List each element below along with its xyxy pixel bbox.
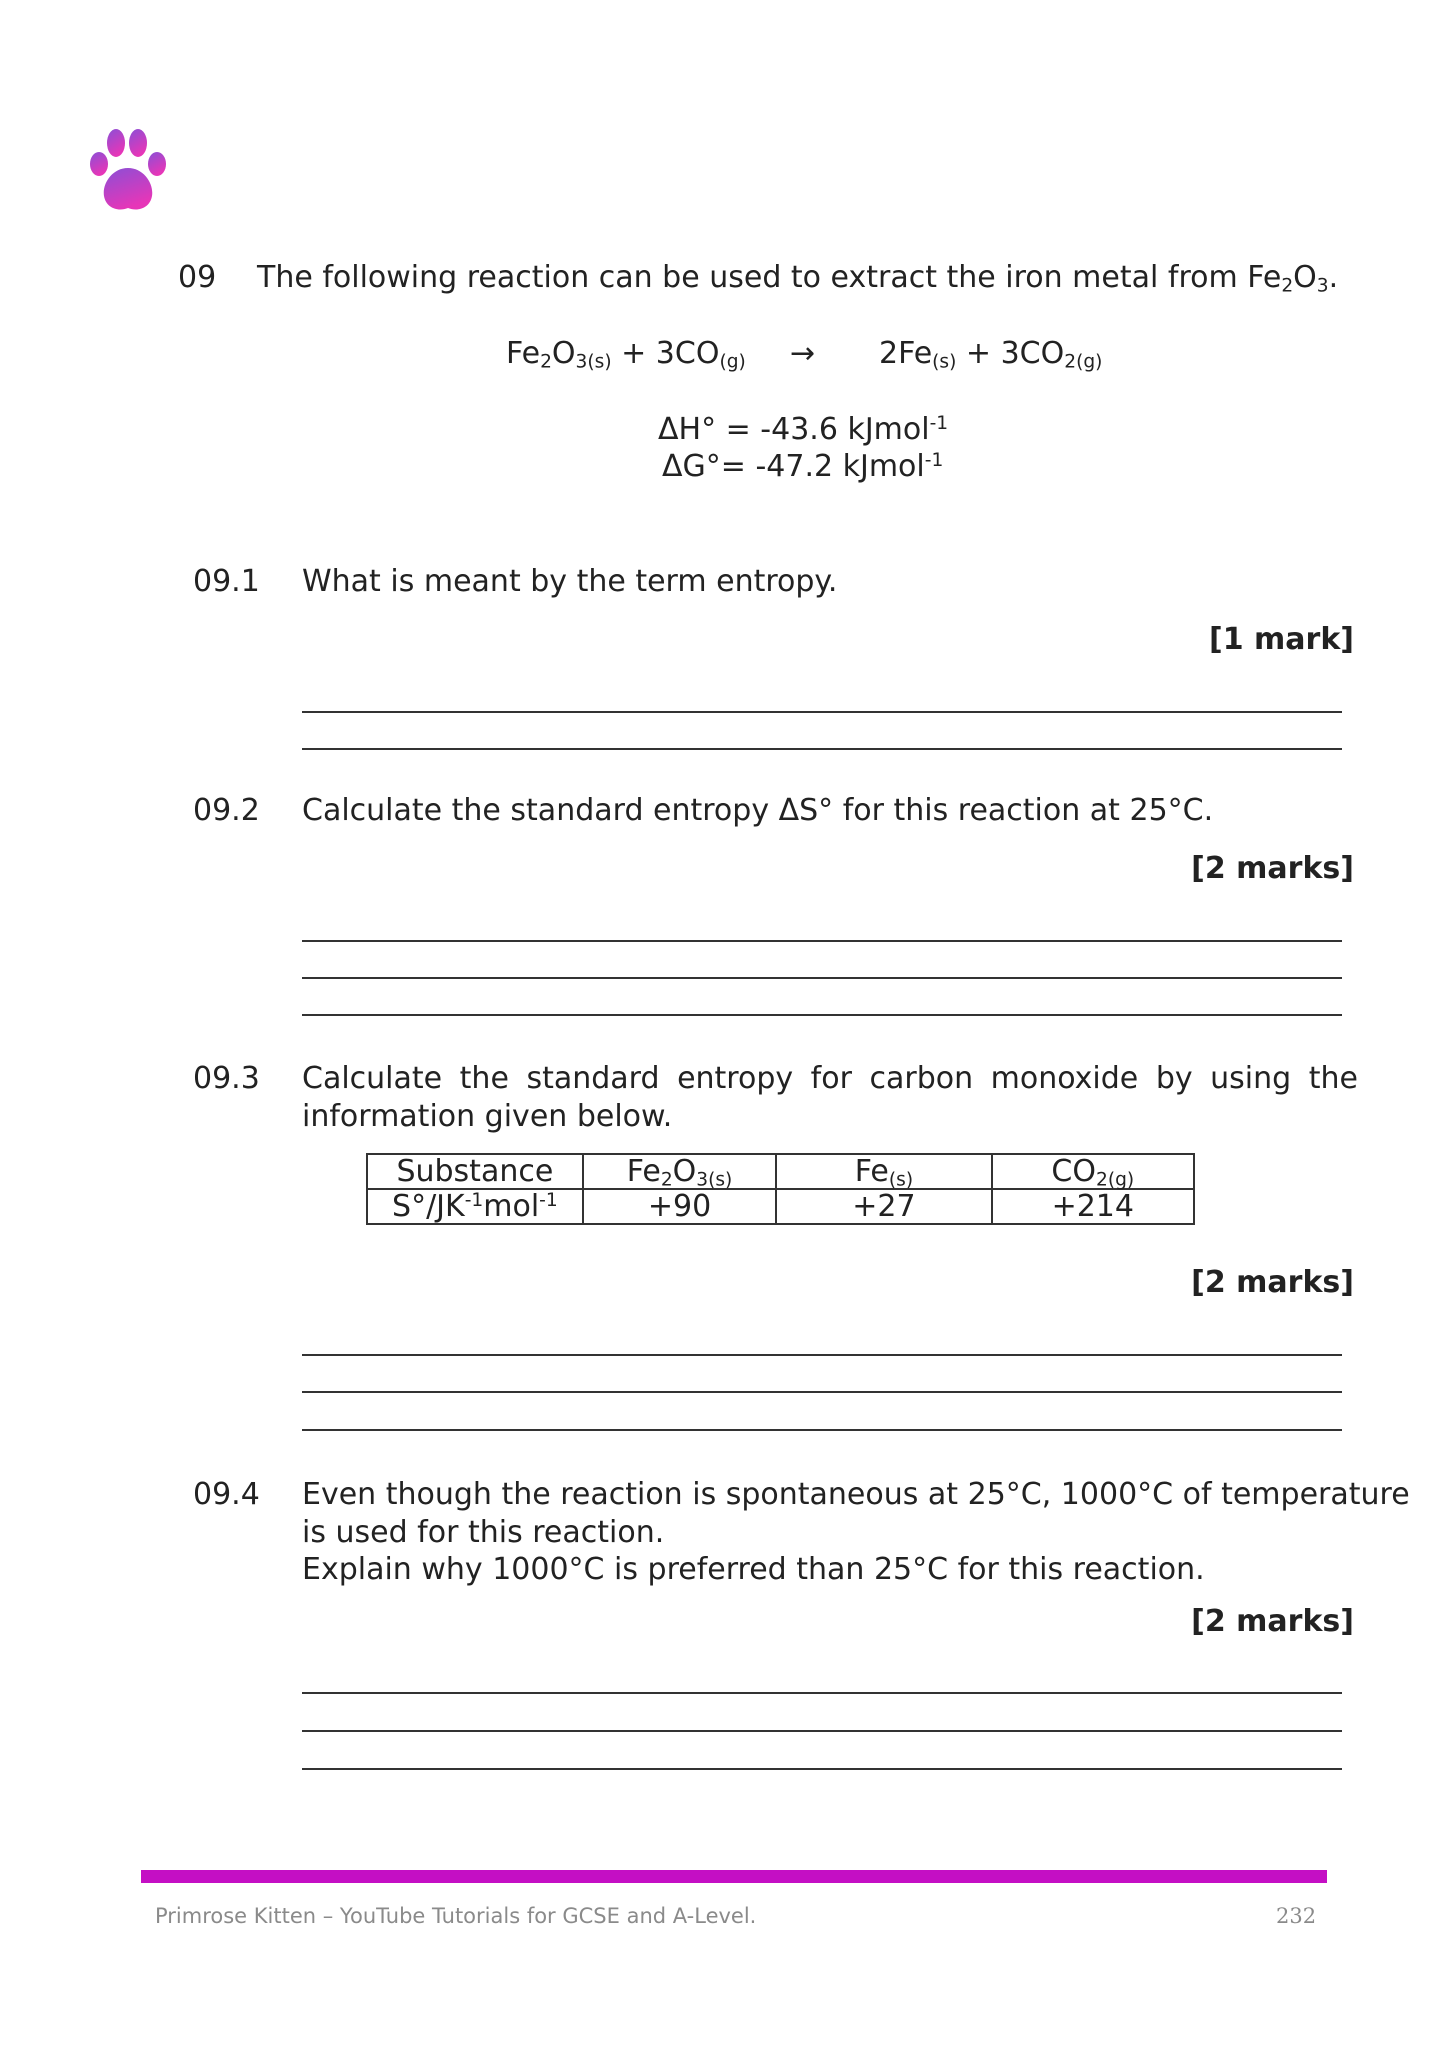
table-header-cell: $Fe_{(s)}$ xyxy=(776,1154,991,1189)
part-text-09-2: Calculate the standard entropy ΔS° for this reaction at 25°C. xyxy=(302,793,1214,828)
page-number: 232 xyxy=(1276,1904,1317,1928)
answer-line[interactable] xyxy=(302,1768,1342,1770)
answer-line[interactable] xyxy=(302,1692,1342,1694)
answer-line[interactable] xyxy=(302,940,1342,942)
marks-09-3: [2 marks] xyxy=(1191,1265,1354,1300)
part-text-09-3-line2: information given below. xyxy=(302,1099,673,1134)
reaction-products: $2Fe_{(s)} + 3CO_{2(g)}$ xyxy=(879,336,1103,373)
table-row xyxy=(367,1189,1194,1224)
answer-line[interactable] xyxy=(302,1014,1342,1016)
table-header-cell: $Fe_2O_{3(s)}$ xyxy=(583,1154,777,1189)
reaction-arrow: → xyxy=(790,336,816,371)
footer-divider xyxy=(141,1870,1327,1883)
part-text-09-4-line2: is used for this reaction. xyxy=(302,1515,665,1550)
footer-text: Primrose Kitten – YouTube Tutorials for GCSE and A-Level. xyxy=(155,1904,757,1928)
marks-09-1: [1 mark] xyxy=(1209,622,1354,657)
entropy-data-table xyxy=(366,1153,1195,1225)
answer-line[interactable] xyxy=(302,1391,1342,1393)
question-intro: The following reaction can be used to extract the iron metal from $Fe_2O_3$. xyxy=(257,260,1339,297)
table-header-row xyxy=(367,1154,1194,1189)
table-cell: $S^\circ/JK^{-1}mol^{-1}$ xyxy=(367,1189,583,1224)
answer-line[interactable] xyxy=(302,1730,1342,1732)
part-text-09-4-line3: Explain why 1000°C is preferred than 25°C for this reaction. xyxy=(302,1552,1205,1587)
marks-09-2: [2 marks] xyxy=(1191,851,1354,886)
part-number-09-4: 09.4 xyxy=(193,1477,260,1512)
part-number-09-1: 09.1 xyxy=(193,564,260,599)
paw-print-icon xyxy=(88,128,170,214)
table-header-cell: Substance xyxy=(367,1154,583,1189)
answer-line[interactable] xyxy=(302,1354,1342,1356)
part-number-09-2: 09.2 xyxy=(193,793,260,828)
part-text-09-3-line1: Calculate the standard entropy for carbon monoxide by using the xyxy=(302,1061,1358,1096)
table-cell: +90 xyxy=(583,1189,777,1224)
reaction-reactants: $Fe_2O_{3(s)} + 3CO_{(g)}$ xyxy=(506,336,746,373)
part-text-09-1: What is meant by the term entropy. xyxy=(302,564,838,599)
enthalpy-change: ΔH° = -43.6 kJmol$^{-1}$ xyxy=(658,412,949,447)
part-number-09-3: 09.3 xyxy=(193,1061,260,1096)
part-text-09-4-line1: Even though the reaction is spontaneous at 25°C, 1000°C of temperature xyxy=(302,1477,1410,1512)
table-cell: +214 xyxy=(992,1189,1194,1224)
question-number: 09 xyxy=(178,260,217,295)
answer-line[interactable] xyxy=(302,977,1342,979)
gibbs-free-energy: ΔG°= -47.2 kJmol$^{-1}$ xyxy=(662,449,944,484)
table-header-cell: $CO_{2(g)}$ xyxy=(992,1154,1194,1189)
table-cell: +27 xyxy=(776,1189,991,1224)
answer-line[interactable] xyxy=(302,1429,1342,1431)
answer-line[interactable] xyxy=(302,711,1342,713)
answer-line[interactable] xyxy=(302,748,1342,750)
marks-09-4: [2 marks] xyxy=(1191,1604,1354,1639)
